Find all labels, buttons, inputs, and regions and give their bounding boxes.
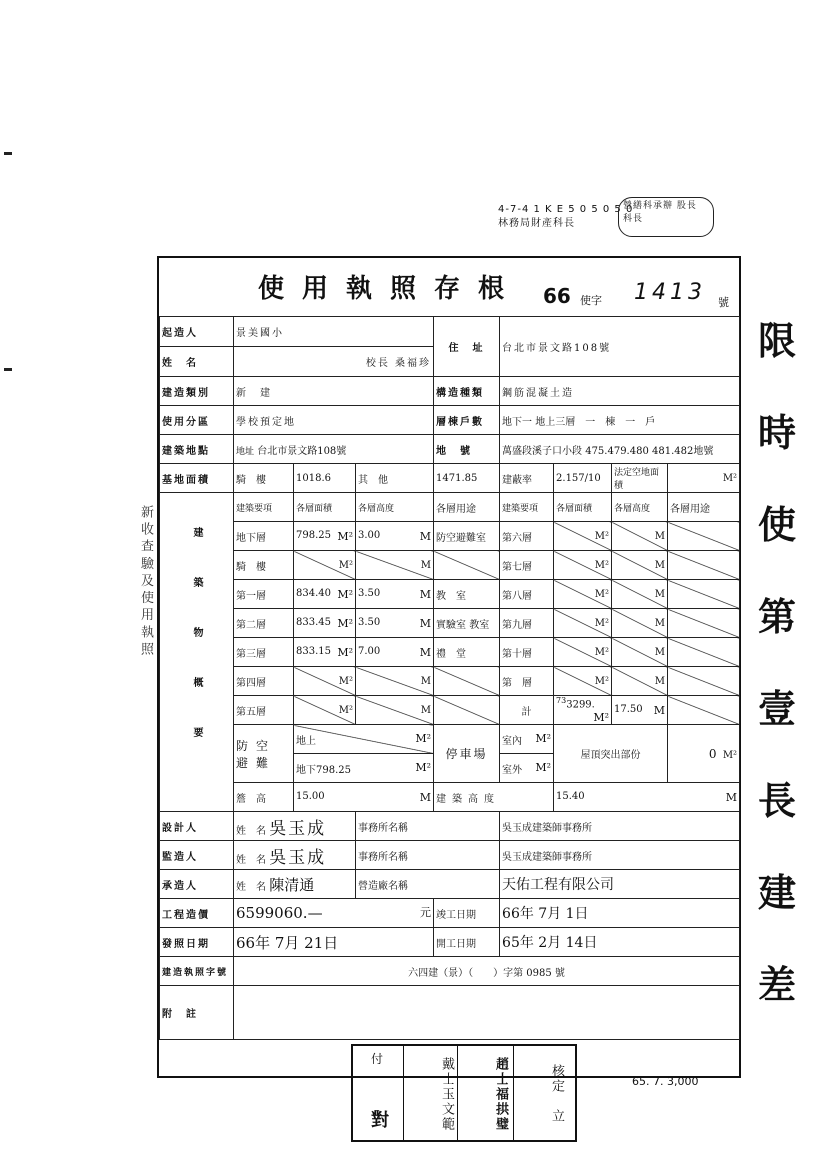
use-label: 使用分區 xyxy=(160,406,234,435)
designer-name-value: 吳玉成 xyxy=(269,818,327,839)
floor-row xyxy=(160,580,740,609)
unit: M² xyxy=(337,587,353,601)
finish-label: 竣工日期 xyxy=(434,899,500,928)
other-label: 其 他 xyxy=(356,464,434,493)
floor-area xyxy=(294,609,356,638)
total-area-small: 73 xyxy=(556,696,567,706)
parking-in-label: 室內 xyxy=(502,735,523,747)
floor-name-right: 第七層 xyxy=(500,551,554,580)
floor-height: M xyxy=(356,696,434,725)
unit: M xyxy=(725,790,738,804)
cost-value-text: 6599060.— xyxy=(236,904,323,922)
designer-office-label: 事務所名稱 xyxy=(356,812,500,841)
permit-zi: 使字 xyxy=(580,294,602,307)
floor-height-right: M xyxy=(612,638,668,667)
unit: M xyxy=(419,587,432,601)
floor-area-right: M² xyxy=(554,667,612,696)
floor-use-right xyxy=(668,609,740,638)
cost-label: 工程造價 xyxy=(160,899,234,928)
floor-area: M² xyxy=(294,551,356,580)
unit: M² xyxy=(535,760,552,774)
unit: M xyxy=(419,645,432,659)
other-value: 1471.85 xyxy=(434,464,500,493)
designer-label: 設計人 xyxy=(160,812,234,841)
permit-label: 建造執照字號 xyxy=(160,957,234,986)
floor-name-right: 第六層 xyxy=(500,522,554,551)
address-label: 住 址 xyxy=(434,317,500,377)
unit: M² xyxy=(337,645,353,659)
roof-label: 屋頂突出部份 xyxy=(554,725,668,783)
bheight-value-text: 15.40 xyxy=(556,790,585,802)
contractor-firm: 天佑工程有限公司 xyxy=(500,870,740,899)
lot-value: 萬盛段溪子口小段 475.479.480 481.482地號 xyxy=(500,435,740,464)
floor-height-right: M xyxy=(612,522,668,551)
print-mark: 65. 7. 3,000 xyxy=(632,1075,699,1088)
shelter-label: 防空避難 xyxy=(234,725,294,783)
verify-fu: 付 xyxy=(371,1052,384,1066)
floor-row xyxy=(160,667,740,696)
floor-area-right: M² xyxy=(554,638,612,667)
floor-use xyxy=(434,551,500,580)
parking-out xyxy=(500,754,554,783)
building-section-label: 建築物概要 xyxy=(160,493,234,812)
site-address xyxy=(234,435,434,464)
unit: M² xyxy=(593,710,610,724)
parking-in xyxy=(500,725,554,754)
designer-office: 吳玉成建築師事務所 xyxy=(500,812,740,841)
floor-use: 教 室 xyxy=(434,580,500,609)
floor-area-value: 833.45 xyxy=(296,616,331,628)
floor-name: 第五層 xyxy=(234,696,294,725)
floor-use-right xyxy=(668,551,740,580)
floor-name-right: 第九層 xyxy=(500,609,554,638)
supervisor-name xyxy=(234,841,356,870)
floor-area xyxy=(294,580,356,609)
unit: M² xyxy=(415,731,432,745)
floor-name: 騎 樓 xyxy=(234,551,294,580)
supervisor-office-label: 事務所名稱 xyxy=(356,841,500,870)
contractor-firm-label: 營造廠名稱 xyxy=(356,870,500,899)
margin-mark xyxy=(4,368,12,371)
total-area-value: 3299. xyxy=(566,699,595,711)
floor-area: M² xyxy=(294,696,356,725)
col-header-height-2: 各層高度 xyxy=(612,493,668,522)
note-value xyxy=(234,986,740,1040)
floor-height xyxy=(356,580,434,609)
floor-height-value: 7.00 xyxy=(358,645,381,657)
structure-label: 構造種類 xyxy=(434,377,500,406)
stamp-line-2: 林務局財產科長 xyxy=(498,218,575,229)
total-height xyxy=(612,696,668,725)
floor-height: M xyxy=(356,667,434,696)
permit-number: 1413 xyxy=(634,280,706,305)
shelter-below-value: 798.25 xyxy=(316,764,351,776)
roof-value xyxy=(668,725,740,783)
floor-name: 第四層 xyxy=(234,667,294,696)
col-header-area: 各層面積 xyxy=(294,493,356,522)
supervisor-name-value: 吳玉成 xyxy=(269,847,327,868)
total-use xyxy=(668,696,740,725)
total-label: 計 xyxy=(500,696,554,725)
structure-value: 鋼筋混凝土造 xyxy=(500,377,740,406)
eaves-value xyxy=(294,783,434,812)
unit: M² xyxy=(722,749,738,761)
ratio-value: 2.157/10 xyxy=(554,464,612,493)
cost-value xyxy=(234,899,434,928)
floor-height xyxy=(356,522,434,551)
shelter-below xyxy=(294,754,434,783)
contractor-name xyxy=(234,870,356,899)
contractor-name-value: 陳清通 xyxy=(269,875,315,894)
floor-area xyxy=(294,638,356,667)
start-label: 開工日期 xyxy=(434,928,500,957)
floor-area-right: M² xyxy=(554,609,612,638)
shelter-below-label: 地下 xyxy=(296,764,316,776)
arcade-label: 騎 樓 xyxy=(234,464,294,493)
lot-label: 地 號 xyxy=(434,435,500,464)
issue-label: 發照日期 xyxy=(160,928,234,957)
bheight-label: 建築高度 xyxy=(434,783,554,812)
unit: M xyxy=(419,616,432,630)
eaves-label: 簷 高 xyxy=(234,783,294,812)
floor-use-right xyxy=(668,580,740,609)
floor-height xyxy=(356,638,434,667)
site-label: 建築地點 xyxy=(160,435,234,464)
ratio-label: 建蔽率 xyxy=(500,464,554,493)
floor-area-right: M² xyxy=(554,580,612,609)
floor-row xyxy=(160,638,740,667)
site-addr-label: 地址 xyxy=(236,446,255,457)
col-header-area-2: 各層面積 xyxy=(554,493,612,522)
floor-use xyxy=(434,696,500,725)
floor-use: 禮 堂 xyxy=(434,638,500,667)
name-label: 姓 名 xyxy=(236,881,266,893)
floors-value: 地下一 地上三層 一 棟 一 戶 xyxy=(500,406,740,435)
floor-name-right: 第十層 xyxy=(500,638,554,667)
unit: M² xyxy=(337,616,353,630)
floor-area-right: M² xyxy=(554,551,612,580)
total-height-value: 17.50 xyxy=(614,703,643,715)
floor-height: M xyxy=(356,551,434,580)
use-value: 學校預定地 xyxy=(234,406,434,435)
floor-height xyxy=(356,609,434,638)
floor-height-value: 3.50 xyxy=(358,616,381,628)
type-value: 新 建 xyxy=(234,377,434,406)
type-label: 建造類別 xyxy=(160,377,234,406)
unit: M xyxy=(653,703,666,717)
name-label: 姓 名 xyxy=(236,854,266,866)
col-header-item-2: 建築要項 xyxy=(500,493,554,522)
floor-use: 實驗室 教室 xyxy=(434,609,500,638)
issue-value: 66年 7月 21日 xyxy=(234,928,434,957)
floor-name-right: 第 層 xyxy=(500,667,554,696)
col-header-height: 各層高度 xyxy=(356,493,434,522)
bheight-value xyxy=(554,783,740,812)
site-addr-value: 台北市景文路108號 xyxy=(257,445,347,457)
stamp-oval: 營繕科承辦 股長 科長 xyxy=(618,197,714,237)
verify-seal-1: 戴士玉文範 xyxy=(403,1046,456,1142)
floor-area-value: 834.40 xyxy=(296,587,331,599)
floor-row xyxy=(160,696,740,725)
verify-seal-3: 核定 立 xyxy=(513,1046,566,1142)
finish-value: 66年 7月 1日 xyxy=(500,899,740,928)
floor-area-right: M² xyxy=(554,522,612,551)
verify-dui: 對 xyxy=(371,1110,389,1131)
col-header-use-2: 各層用途 xyxy=(668,493,740,522)
permit-table xyxy=(159,316,740,1040)
floor-use: 防空避難室 xyxy=(434,522,500,551)
unit: M² xyxy=(535,731,552,745)
floor-name-right: 第八層 xyxy=(500,580,554,609)
top-stamp xyxy=(498,197,720,241)
total-area xyxy=(554,696,612,725)
unit: M xyxy=(419,790,432,804)
yuan: 元 xyxy=(420,906,432,919)
margin-mark xyxy=(4,152,12,155)
name-value: 校長 桑福珍 xyxy=(234,347,434,377)
floor-height-value: 3.50 xyxy=(358,587,381,599)
floor-use xyxy=(434,667,500,696)
floor-name: 第二層 xyxy=(234,609,294,638)
arcade-value: 1018.6 xyxy=(294,464,356,493)
floor-height-right: M xyxy=(612,551,668,580)
builder-label: 起造人 xyxy=(160,317,234,347)
unit: M² xyxy=(337,529,353,543)
floor-area-value: 833.15 xyxy=(296,645,331,657)
floor-use-right xyxy=(668,667,740,696)
floor-row xyxy=(160,609,740,638)
floor-area xyxy=(294,522,356,551)
permit-value: 六四建（景）（ ）字第 0985 號 xyxy=(234,957,740,986)
verify-seal-2: 趙士福拱璧 xyxy=(457,1046,510,1142)
builder-value: 景美國小 xyxy=(234,317,434,347)
floor-row xyxy=(160,551,740,580)
roof-value-text: 0 xyxy=(708,746,717,761)
floor-use-right xyxy=(668,522,740,551)
start-value: 65年 2月 14日 xyxy=(500,928,740,957)
verification-box xyxy=(351,1044,577,1142)
floor-use-right xyxy=(668,638,740,667)
unit: M² xyxy=(415,760,432,774)
supervisor-office: 吳玉成建築師事務所 xyxy=(500,841,740,870)
parking-label: 停車場 xyxy=(434,725,500,783)
designer-name xyxy=(234,812,356,841)
contractor-label: 承造人 xyxy=(160,870,234,899)
area-label: 基地面積 xyxy=(160,464,234,493)
unit: M xyxy=(419,529,432,543)
floors-label: 層棟戶數 xyxy=(434,406,500,435)
floor-name: 第三層 xyxy=(234,638,294,667)
stamp-line-1: 4-7-4 1 K E 5 0 5 0 5 0 xyxy=(498,204,634,215)
floor-row xyxy=(160,522,740,551)
open-label: 法定空地面積 xyxy=(612,464,668,493)
name-label: 姓 名 xyxy=(236,825,266,837)
open-unit: M² xyxy=(668,464,740,493)
floor-name: 第一層 xyxy=(234,580,294,609)
floor-area-value: 798.25 xyxy=(296,529,331,541)
left-margin-text: 新 收 查 驗 及 使 用 執 照 xyxy=(138,505,153,656)
address-value: 台北市景文路108號 xyxy=(500,317,740,377)
floor-height-right: M xyxy=(612,667,668,696)
floor-area: M² xyxy=(294,667,356,696)
floor-height-right: M xyxy=(612,609,668,638)
supervisor-label: 監造人 xyxy=(160,841,234,870)
col-header-use: 各層用途 xyxy=(434,493,500,522)
floor-height-value: 3.00 xyxy=(358,529,381,541)
shelter-above-label: 地上 xyxy=(296,735,316,747)
permit-year: 66 xyxy=(543,284,571,308)
permit-hao: 號 xyxy=(718,296,729,309)
parking-out-label: 室外 xyxy=(502,764,523,776)
note-label: 附 註 xyxy=(160,986,234,1040)
col-header-item: 建築要項 xyxy=(234,493,294,522)
name-label: 姓 名 xyxy=(160,347,234,377)
floor-height-right: M xyxy=(612,580,668,609)
form-title: 使用執照存根 xyxy=(258,274,523,304)
floor-name: 地下層 xyxy=(234,522,294,551)
shelter-above xyxy=(294,725,434,754)
right-margin-text: 限 時 使 第 壹 長 建 差 xyxy=(758,318,797,1007)
eaves-value-text: 15.00 xyxy=(296,790,325,802)
